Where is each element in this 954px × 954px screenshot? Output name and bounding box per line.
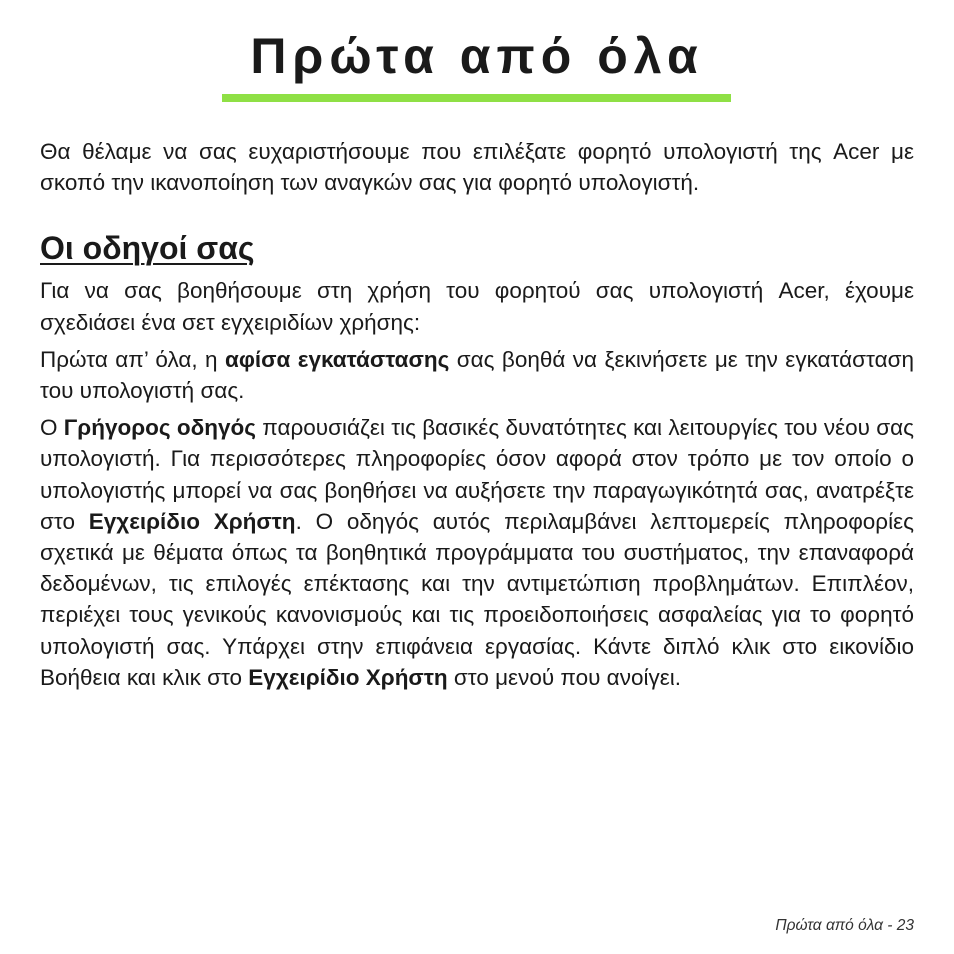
quick-guide-paragraph — [40, 412, 914, 693]
setup-poster-paragraph — [40, 344, 914, 406]
page-footer: Πρώτα από όλα - 23 — [775, 917, 914, 934]
section-heading: Οι οδηγοί σας — [40, 230, 255, 267]
text-run: Ο — [40, 415, 64, 441]
page-title: Πρώτα από όλα — [250, 28, 704, 84]
title-underline-rule — [222, 94, 731, 102]
text-run: σας βοηθά να ξεκινήσετε με την εγκατάσταση του υπολογιστή σας. — [40, 346, 914, 404]
bold-term-setup-poster: αφίσα εγκατάστασης — [224, 346, 450, 372]
text-run: . Ο οδηγός αυτός περιλαμβάνει λεπτομερείς πληροφορίες σχετικά με θέματα όπως τα βοηθητικά προγράμματα του συστήματος, την επαναφορά δεδομένων, τις επιλογές επέκτασης και την αντιμετώπιση προβλημάτων. Επιπλέον, περιέχει τους γενικούς κανονισμούς και τις προειδοποιήσεις ασφαλείας για το φορητό υπολογιστή σας. Υπάρχει στην επιφάνεια εργασίας. Κάντε διπλό κλικ στο εικονίδιο Βοήθεια και κλικ στο — [40, 508, 914, 690]
bold-term-user-manual: Εγχειρίδιο Χρήστη — [248, 664, 448, 690]
intro-paragraph: Θα θέλαμε να σας ευχαριστήσουμε που επιλέξατε φορητό υπολογιστή της Acer με σκοπό την ικανοποίηση των αναγκών σας για φορητό υπολογιστή. — [40, 139, 914, 196]
text-run: στο μενού που ανοίγει. — [447, 664, 681, 690]
bold-term-user-manual: Εγχειρίδιο Χρήστη — [88, 508, 296, 534]
bold-term-quick-guide: Γρήγορος οδηγός — [63, 415, 256, 441]
guides-paragraph: Για να σας βοηθήσουμε στη χρήση του φορητού σας υπολογιστή Acer, έχουμε σχεδιάσει ένα σετ εγχειριδίων χρήσης: — [40, 278, 914, 335]
text-run: παρουσιάζει τις βασικές δυνατότητες και λειτουργίες του νέου σας υπολογιστή. Για περισσότερες πληροφορίες όσον αφορά στον τρόπο με τον οποίο ο υπολογιστής μπορεί να σας βοηθήσει να αυξήσετε την παραγωγικότητά σας, ανατρέξτε στο — [40, 415, 914, 534]
text-run: Πρώτα απ’ όλα, η — [40, 346, 225, 372]
page-content — [40, 136, 914, 699]
